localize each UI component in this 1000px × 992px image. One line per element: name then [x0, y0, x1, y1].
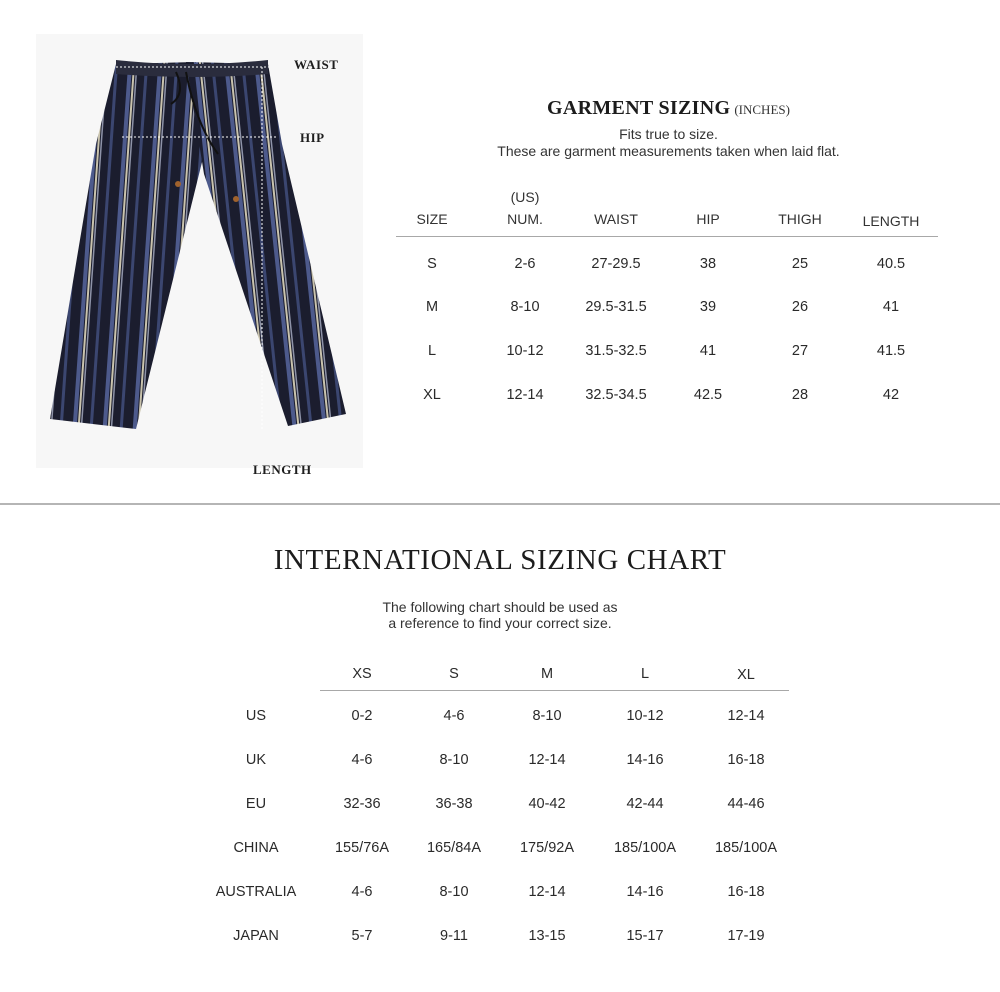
- cell-hip: 38: [699, 256, 717, 272]
- region-label: CHINA: [233, 840, 279, 856]
- international-sizing-title: INTERNATIONAL SIZING CHART: [273, 544, 727, 576]
- intl-row-eu: [200, 796, 800, 816]
- intl-row-china: [200, 840, 800, 860]
- international-sizing-subtitle: [0, 599, 1000, 631]
- cell-length: 41: [882, 299, 900, 315]
- garment-row-m: [396, 299, 938, 319]
- intl-subtitle-line-1: The following chart should be used as: [382, 599, 618, 615]
- pants-illustration: [36, 34, 363, 468]
- cell-s: 8-10: [439, 752, 469, 768]
- cell-l: 185/100A: [613, 840, 677, 856]
- cell-l: 14-16: [626, 884, 664, 900]
- garment-subtitle-line-2: These are garment measurements taken when laid flat.: [497, 143, 840, 159]
- garment-sizing-subtitle: [396, 126, 941, 160]
- col-xs: XS: [352, 666, 372, 682]
- cell-m: 13-15: [528, 928, 566, 944]
- cell-length: 41.5: [876, 343, 906, 359]
- section-divider: [0, 503, 1000, 505]
- region-label: AUSTRALIA: [215, 884, 297, 900]
- col-xl: XL: [737, 667, 755, 683]
- cell-thigh: 25: [791, 256, 809, 272]
- cell-l: 42-44: [626, 796, 664, 812]
- region-label: UK: [245, 752, 267, 768]
- cell-m: 8-10: [532, 708, 562, 724]
- region-label: US: [245, 708, 267, 724]
- cell-length: 42: [882, 387, 900, 403]
- cell-xl: 185/100A: [714, 840, 778, 856]
- cell-m: 12-14: [528, 884, 566, 900]
- cell-num: 12-14: [506, 387, 544, 403]
- cell-xs: 0-2: [351, 708, 373, 724]
- cell-thigh: 27: [791, 343, 809, 359]
- intl-row-us: [200, 708, 800, 728]
- cell-s: 36-38: [435, 796, 473, 812]
- garment-sizing-heading: GARMENT SIZING: [547, 97, 731, 119]
- cell-xs: 5-7: [351, 928, 373, 944]
- cell-thigh: 26: [791, 299, 809, 315]
- intl-row-uk: [200, 752, 800, 772]
- waist-label: WAIST: [294, 57, 339, 72]
- garment-subtitle-line-1: Fits true to size.: [619, 126, 718, 142]
- cell-size: XL: [423, 387, 441, 403]
- cell-xs: 32-36: [343, 796, 381, 812]
- col-m: M: [540, 666, 554, 682]
- cell-l: 10-12: [626, 708, 664, 724]
- cell-xl: 16-18: [727, 752, 765, 768]
- cell-size: S: [427, 256, 437, 272]
- cell-xs: 4-6: [351, 884, 373, 900]
- cell-m: 40-42: [528, 796, 566, 812]
- intl-subtitle-line-2: a reference to find your correct size.: [388, 615, 612, 631]
- col-thigh: THIGH: [778, 211, 822, 227]
- cell-size: M: [425, 299, 439, 315]
- region-label: JAPAN: [233, 928, 279, 944]
- col-l: L: [640, 666, 650, 682]
- cell-hip: 42.5: [693, 387, 723, 403]
- cell-num: 8-10: [510, 299, 540, 315]
- cell-length: 40.5: [876, 256, 906, 272]
- col-num: NUM.: [507, 211, 543, 227]
- col-length: LENGTH: [862, 213, 920, 229]
- cell-l: 14-16: [626, 752, 664, 768]
- cell-xl: 16-18: [727, 884, 765, 900]
- length-label: LENGTH: [253, 462, 312, 477]
- garment-row-l: [396, 343, 938, 363]
- col-us-label: (US): [510, 189, 540, 205]
- intl-row-australia: [200, 884, 800, 904]
- col-waist: WAIST: [594, 211, 638, 227]
- cell-xl: 12-14: [727, 708, 765, 724]
- cell-waist: 27-29.5: [591, 256, 641, 272]
- garment-sizing-title: [396, 97, 941, 120]
- garment-sizing-unit: (INCHES): [734, 102, 790, 117]
- cell-hip: 41: [699, 343, 717, 359]
- cell-waist: 29.5-31.5: [585, 299, 647, 315]
- cell-m: 12-14: [528, 752, 566, 768]
- garment-row-xl: [396, 387, 938, 407]
- col-s: S: [449, 666, 459, 682]
- cell-waist: 32.5-34.5: [585, 387, 647, 403]
- cell-s: 4-6: [443, 708, 465, 724]
- col-size: SIZE: [416, 211, 448, 227]
- cell-xl: 44-46: [727, 796, 765, 812]
- garment-diagram: [36, 34, 363, 477]
- cell-s: 9-11: [440, 928, 468, 944]
- cell-s: 8-10: [439, 884, 469, 900]
- garment-table-header: [396, 186, 938, 237]
- international-table-header: [320, 664, 789, 691]
- cell-waist: 31.5-32.5: [585, 343, 647, 359]
- cell-size: L: [427, 343, 437, 359]
- cell-xl: 17-19: [727, 928, 765, 944]
- garment-row-s: [396, 256, 938, 276]
- cell-num: 10-12: [506, 343, 544, 359]
- hip-label: HIP: [300, 130, 325, 145]
- cell-thigh: 28: [791, 387, 809, 403]
- cell-s: 165/84A: [426, 840, 482, 856]
- cell-xs: 4-6: [351, 752, 373, 768]
- cell-num: 2-6: [514, 256, 536, 272]
- cell-m: 175/92A: [519, 840, 575, 856]
- cell-xs: 155/76A: [334, 840, 390, 856]
- cell-l: 15-17: [626, 928, 664, 944]
- intl-row-japan: [200, 928, 800, 948]
- col-hip: HIP: [696, 211, 720, 227]
- cell-hip: 39: [699, 299, 717, 315]
- region-label: EU: [245, 796, 267, 812]
